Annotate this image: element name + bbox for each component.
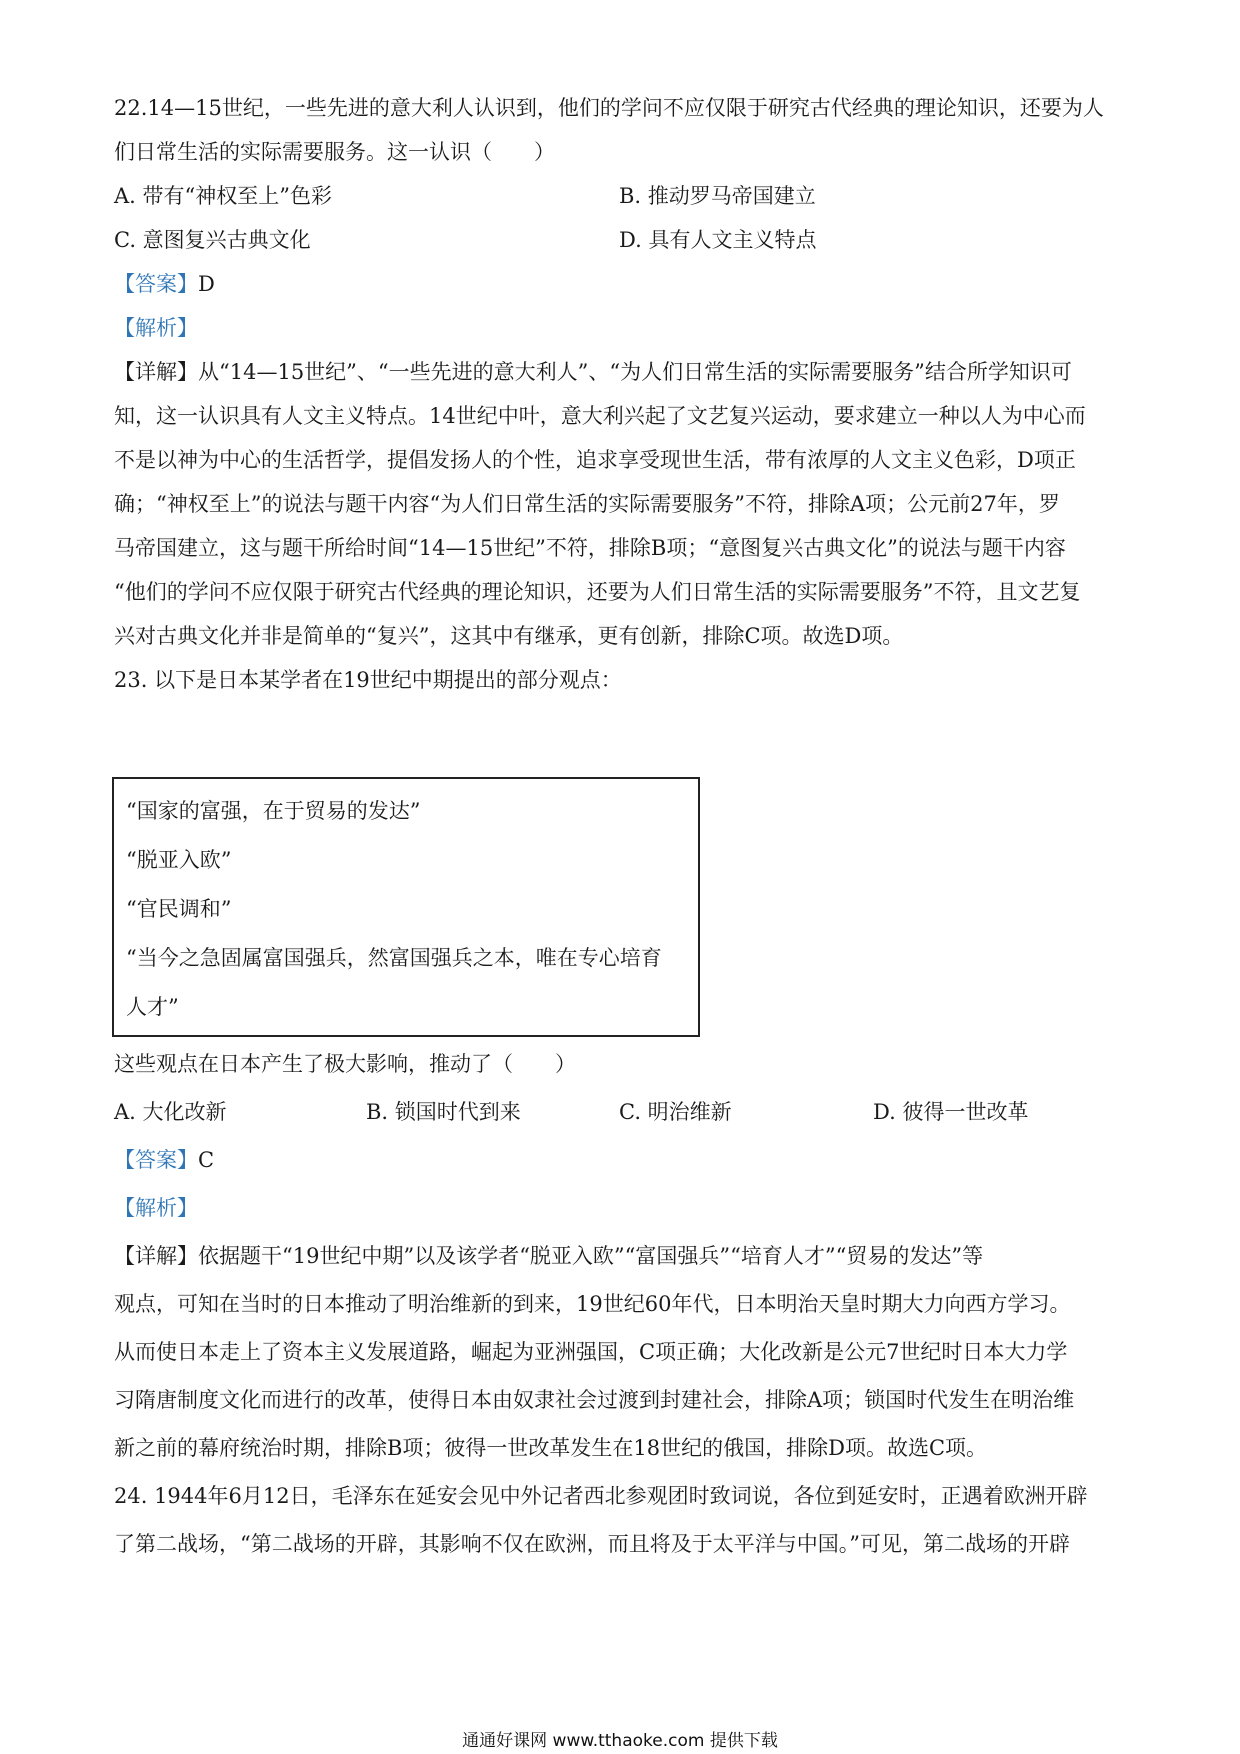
q24-stem-line-2: 了第二战场，“第二战场的开辟，其影响不仅在欧洲，而且将及于太平洋与中国。”可见，第二战场的开辟 [114,1532,1070,1556]
q23-option-c: C. 明治维新 [619,1100,732,1124]
q23-detail-line-5: 新之前的幕府统治时期，排除B项；彼得一世改革发生在18世纪的俄国，排除D项。故选C项。 [114,1436,988,1460]
q23-question: 这些观点在日本产生了极大影响，推动了（ ） [114,1052,576,1076]
q22-analysis-label: 【解析】 [114,316,198,340]
q22-detail-line-2: 知，这一认识具有人文主义特点。14世纪中叶，意大利兴起了文艺复兴运动，要求建立一种以人为中心而 [114,404,1086,428]
q23-stem: 23. 以下是日本某学者在19世纪中期提出的部分观点： [114,668,622,692]
q22-answer-value: D [198,272,215,296]
q23-option-a: A. 大化改新 [114,1100,227,1124]
q24-stem-line-1: 24. 1944年6月12日，毛泽东在延安会见中外记者西北参观团时致词说，各位到延安时，正遇着欧洲开辟 [114,1484,1088,1508]
q22-answer-label: 【答案】 [114,272,198,296]
q22-detail-line-4: 确；“神权至上”的说法与题干内容“为人们日常生活的实际需要服务”不符，排除A项；公元前27年，罗 [114,492,1060,516]
q23-answer-label: 【答案】 [114,1148,198,1172]
q22-option-c: C. 意图复兴古典文化 [114,228,311,252]
q23-detail-line-1 [114,1241,1130,1271]
q22-option-b: B. 推动罗马帝国建立 [619,184,816,208]
q23-quote-4: “当今之急固属富国强兵，然富国强兵之本，唯在专心培育 [126,946,662,970]
q22-detail-line-3: 不是以神为中心的生活哲学，提倡发扬人的个性，追求享受现世生活，带有浓厚的人文主义色彩，D项正 [114,448,1076,472]
q23-option-b: B. 锁国时代到来 [366,1100,521,1124]
q23-quote-1: “国家的富强，在于贸易的发达” [126,799,421,823]
q23-detail-line-4: 习隋唐制度文化而进行的改革，使得日本由奴隶社会过渡到封建社会，排除A项；锁国时代发生在明治维 [114,1388,1075,1412]
q23-analysis-label: 【解析】 [114,1196,198,1220]
q22-option-d: D. 具有人文主义特点 [619,228,817,252]
q23-quote-2: “脱亚入欧” [126,848,232,872]
q22-detail-line-5: 马帝国建立，这与题干所给时间“14—15世纪”不符，排除B项；“意图复兴古典文化”的说法与题干内容 [114,536,1066,560]
q23-option-d: D. 彼得一世改革 [873,1100,1029,1124]
q23-answer-value: C [198,1148,215,1172]
q23-detail-line-2: 观点，可知在当时的日本推动了明治维新的到来，19世纪60年代，日本明治天皇时期大力向西方学习。 [114,1292,1071,1316]
q22-answer [114,269,215,299]
q22-detail-line-7: 兴对古典文化并非是简单的“复兴”，这其中有继承，更有创新，排除C项。故选D项。 [114,624,904,648]
q23-detail-text-1: 依据题干“19世纪中期”以及该学者“脱亚入欧”“富国强兵”“培育人才”“贸易的发达”等 [198,1244,984,1268]
q23-quote-5: 人才” [126,995,179,1019]
q22-stem-line-1: 22.14—15世纪，一些先进的意大利人认识到，他们的学问不应仅限于研究古代经典的理论知识，还要为人 [114,96,1104,120]
q23-detail-label: 【详解】 [114,1244,198,1268]
q22-stem-line-2: 们日常生活的实际需要服务。这一认识（ ） [114,140,555,164]
q22-detail-label: 【详解】 [114,360,198,384]
q23-answer [114,1145,214,1175]
q23-detail-line-3: 从而使日本走上了资本主义发展道路，崛起为亚洲强国，C项正确；大化改新是公元7世纪时日本大力学 [114,1340,1068,1364]
q23-quote-3: “官民调和” [126,897,232,921]
page-footer: 通通好课网 www.tthaoke.com 提供下载 [462,1731,778,1751]
q22-detail-line-1 [114,357,1130,387]
q22-detail-text-1: 从“14—15世纪”、“一些先进的意大利人”、“为人们日常生活的实际需要服务”结合所学知识可 [198,360,1072,384]
q22-detail-line-6: “他们的学问不应仅限于研究古代经典的理论知识，还要为人们日常生活的实际需要服务”不符，且文艺复 [114,580,1081,604]
q22-option-a: A. 带有“神权至上”色彩 [114,184,332,208]
